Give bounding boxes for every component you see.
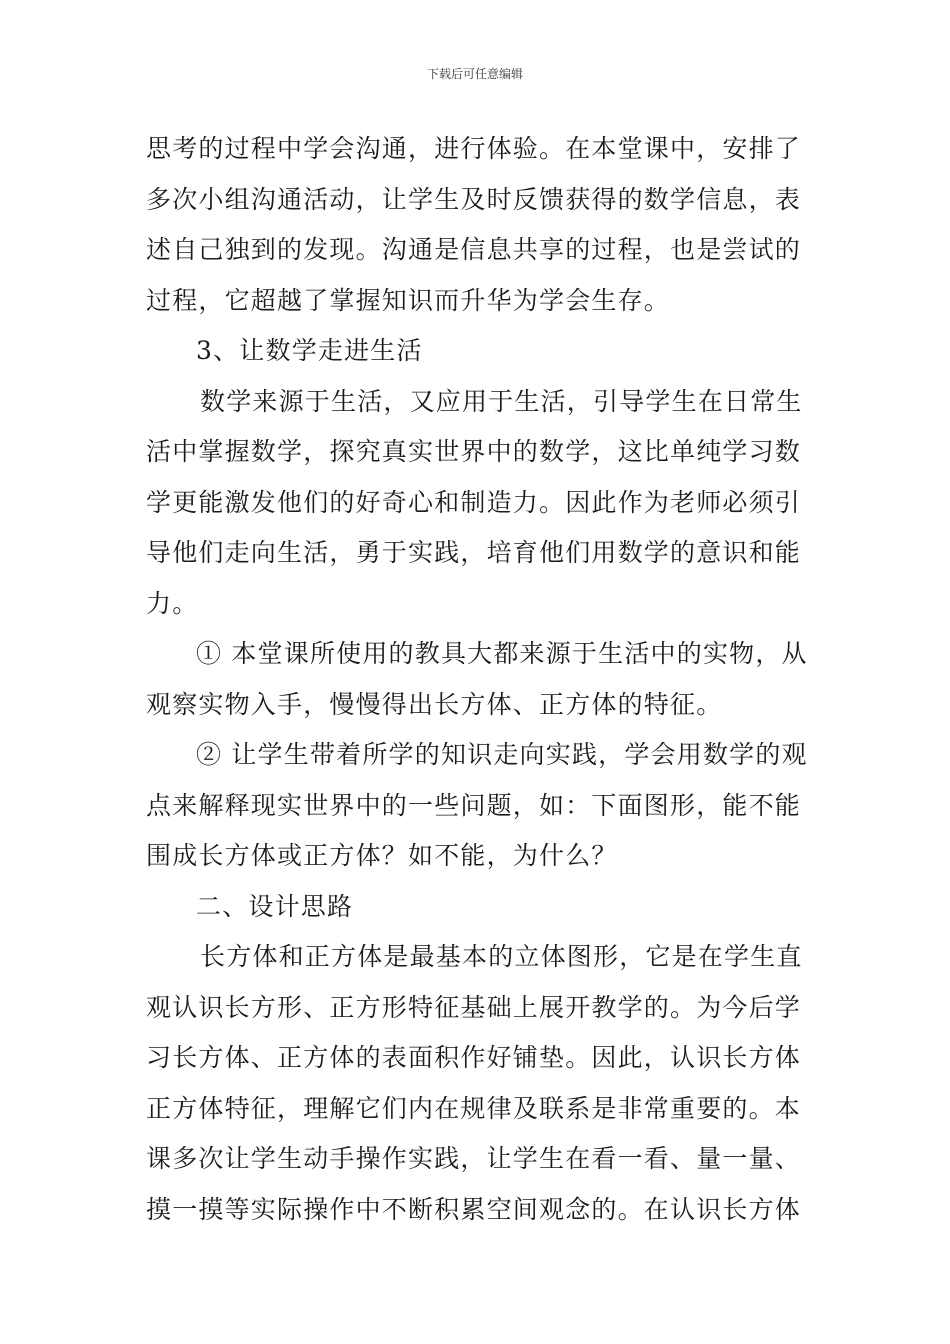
paragraph-start: 长方体和正方体是最基本的立体图形，它是在学生直 [200,942,803,971]
text-line: 多次小组沟通活动，让学生及时反馈获得的数学信息，表 [146,184,802,214]
list-item-start: ① 本堂课所使用的教具大都来源于生活中的实物，从 [196,639,808,668]
text-line: 述自己独到的发现。沟通是信息共享的过程，也是尝试的 [146,235,802,264]
text-line: 课多次让学生动手操作实践，让学生在看一看、量一量、 [146,1144,802,1173]
text-line: 导他们走向生活，勇于实践，培育他们用数学的意识和能 [146,538,802,567]
text-line: 力。 [146,588,199,618]
section-heading: 3、让数学走进生活 [196,336,423,365]
document-body [146,124,808,1235]
text-line: 习长方体、正方体的表面积作好铺垫。因此，认识长方体 [146,1043,802,1072]
text-line: 活中掌握数学，探究真实世界中的数学，这比单纯学习数 [146,437,802,466]
text-line: 学更能激发他们的好奇心和制造力。因此作为老师必须引 [146,487,802,517]
paragraph-start: 数学来源于生活，又应用于生活，引导学生在日常生 [200,386,803,416]
text-line: 围成长方体或正方体？如不能，为什么？ [146,841,618,870]
section-heading: 二、设计思路 [196,891,354,921]
text-line: 摸一摸等实际操作中不断积累空间观念的。在认识长方体 [146,1194,802,1224]
text-line: 正方体特征，理解它们内在规律及联系是非常重要的。本 [146,1093,802,1123]
text-line: 过程，它超越了掌握知识而升华为学会生存。 [146,285,671,315]
page-header: 下载后可任意编辑 [426,67,523,81]
text-line: 观察实物入手，慢慢得出长方体、正方体的特征。 [146,689,723,719]
text-line: 观认识长方形、正方形特征基础上展开教学的。为今后学 [146,992,802,1022]
text-line: 思考的过程中学会沟通，进行体验。在本堂课中，安排了 [146,134,802,163]
list-item-start: ② 让学生带着所学的知识走向实践，学会用数学的观 [196,740,808,769]
text-line: 点来解释现实世界中的一些问题，如：下面图形，能不能 [146,790,802,820]
